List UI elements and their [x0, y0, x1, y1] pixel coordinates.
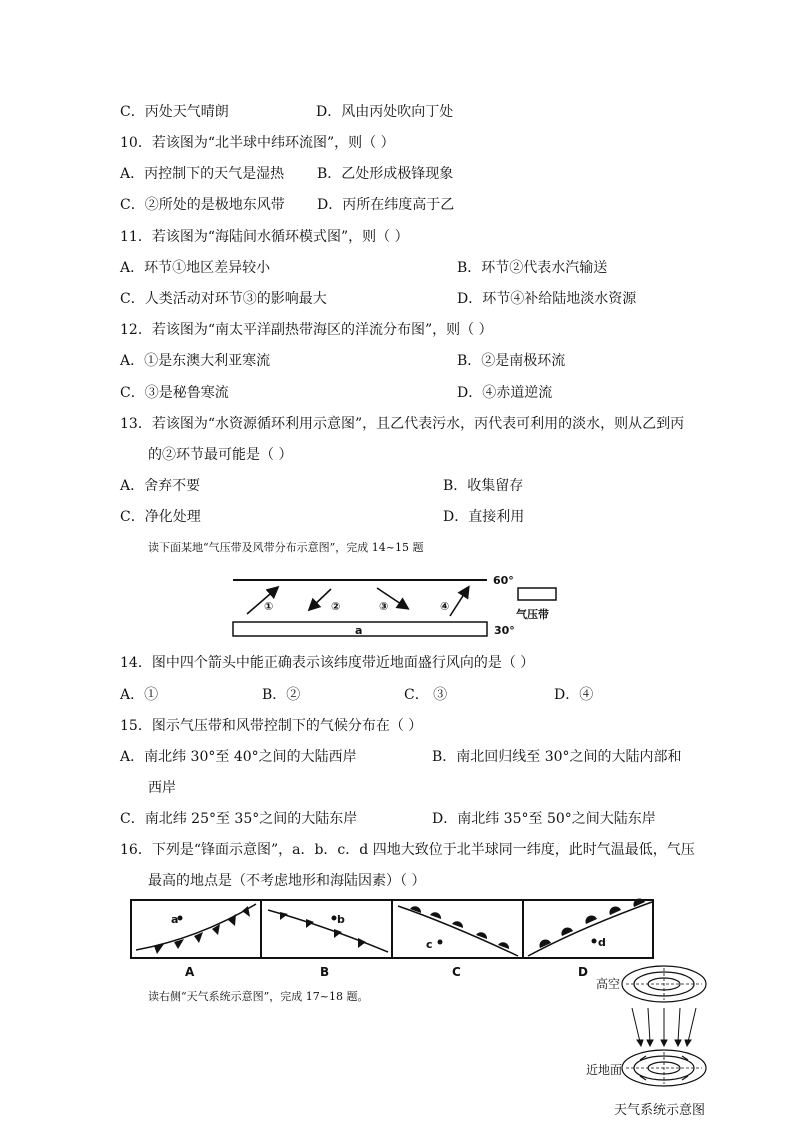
point-c: c	[426, 938, 433, 951]
q11-option-a: A．环节①地区差异较小	[120, 260, 271, 276]
q16-stem-line1: 16．下列是“锋面示意图”，a．b．c．d 四地大致位于北半球同一纬度，此时气温最低，气压	[120, 842, 695, 858]
panel-label-c: C	[452, 965, 461, 979]
panel-label-a: A	[185, 965, 195, 979]
q9-option-d: D．风由丙处吹向丁处	[316, 104, 454, 120]
panel-label-d: D	[578, 965, 588, 979]
q11-option-d: D．环节④补给陆地淡水资源	[457, 291, 637, 307]
q13-option-c: C．净化处理	[120, 509, 201, 525]
panel-label-b: B	[320, 965, 330, 979]
q15-option-b-line1: B．南北回归线至 30°之间的大陆内部和	[432, 749, 682, 765]
arrow-4	[450, 588, 468, 616]
q12-option-a: A．①是东澳大利亚寒流	[120, 353, 271, 369]
point-d: d	[598, 936, 606, 949]
q14-option-c: C． ③	[404, 687, 448, 703]
q14-option-d: D．④	[554, 687, 594, 703]
arrow-2	[310, 589, 331, 609]
arrow-num-2: ②	[331, 600, 341, 613]
upper-level-label: 高空	[596, 977, 621, 991]
arrow-num-1: ①	[264, 600, 274, 613]
intro-17-18: 读右侧“天气系统示意图”，完成 17~18 题。	[148, 990, 369, 1003]
lat-60-label: 60°	[493, 574, 514, 587]
q13-stem-line1: 13．若该图为“水资源循环利用示意图”，且乙代表污水，丙代表可利用的淡水，则从乙到丙	[120, 416, 685, 432]
front-diagrams	[130, 898, 656, 960]
q10-stem: 10．若该图为“北半球中纬环流图”，则（ ）	[120, 135, 395, 151]
q14-stem: 14．图中四个箭头中能正确表示该纬度带近地面盛行风向的是（ ）	[120, 655, 535, 671]
arrow-num-3: ③	[379, 600, 389, 613]
q12-option-c: C．③是秘鲁寒流	[120, 385, 229, 401]
weather-system-diagram	[618, 962, 716, 1098]
q13-stem-line2: 的②环节最可能是（ ）	[148, 447, 293, 463]
q9-option-c: C．丙处天气晴朗	[120, 104, 229, 120]
q10-option-a: A．丙控制下的天气是湿热	[120, 166, 285, 182]
q10-option-c: C．②所处的是极地东风带	[120, 197, 285, 213]
q15-option-b-line2: 西岸	[148, 780, 176, 796]
q14-option-b: B．②	[262, 687, 301, 703]
q11-option-b: B．环节②代表水汽输送	[457, 260, 608, 276]
q10-option-b: B．乙处形成极锋现象	[317, 166, 454, 182]
arrow-num-4: ④	[440, 600, 450, 613]
q12-option-b: B．②是南极环流	[457, 353, 566, 369]
surface-level-ellipses	[622, 1050, 706, 1086]
q15-stem: 15．图示气压带和风带控制下的气候分布在（ ）	[120, 718, 423, 734]
surface-level-label: 近地面	[586, 1063, 623, 1077]
descending-arrows	[632, 1008, 696, 1046]
point-b: b	[337, 913, 345, 926]
weather-diagram-caption: 天气系统示意图	[614, 1103, 706, 1118]
legend-box	[518, 588, 556, 600]
q15-option-a: A．南北纬 30°至 40°之间的大陆西岸	[120, 749, 357, 765]
q12-stem: 12．若该图为“南太平洋副热带海区的洋流分布图”，则（ ）	[120, 322, 493, 338]
q13-option-b: B．收集留存	[443, 478, 524, 494]
q15-option-c: C．南北纬 25°至 35°之间的大陆东岸	[120, 811, 358, 827]
q13-option-d: D．直接利用	[443, 509, 525, 525]
q10-option-d: D．丙所在纬度高于乙	[317, 197, 455, 213]
q16-stem-line2: 最高的地点是（不考虑地形和海陆因素）（ ）	[148, 873, 426, 889]
intro-14-15: 读下面某地“气压带及风带分布示意图”，完成 14~15 题	[148, 541, 424, 554]
q12-option-d: D．④赤道逆流	[457, 385, 553, 401]
q14-option-a: A．①	[120, 687, 159, 703]
legend-label: 气压带	[516, 608, 549, 621]
upper-level-ellipses	[622, 966, 706, 1002]
q15-option-d: D．南北纬 35°至 50°之间大陆东岸	[432, 811, 656, 827]
q11-stem: 11．若该图为“海陆间水循环模式图”，则（ ）	[120, 229, 409, 245]
lat-30-label: 30°	[494, 624, 515, 637]
q13-option-a: A．舍弃不要	[120, 478, 201, 494]
q11-option-c: C．人类活动对环节③的影响最大	[120, 291, 327, 307]
belt-a-label: a	[355, 624, 363, 637]
point-a: a	[171, 913, 179, 926]
